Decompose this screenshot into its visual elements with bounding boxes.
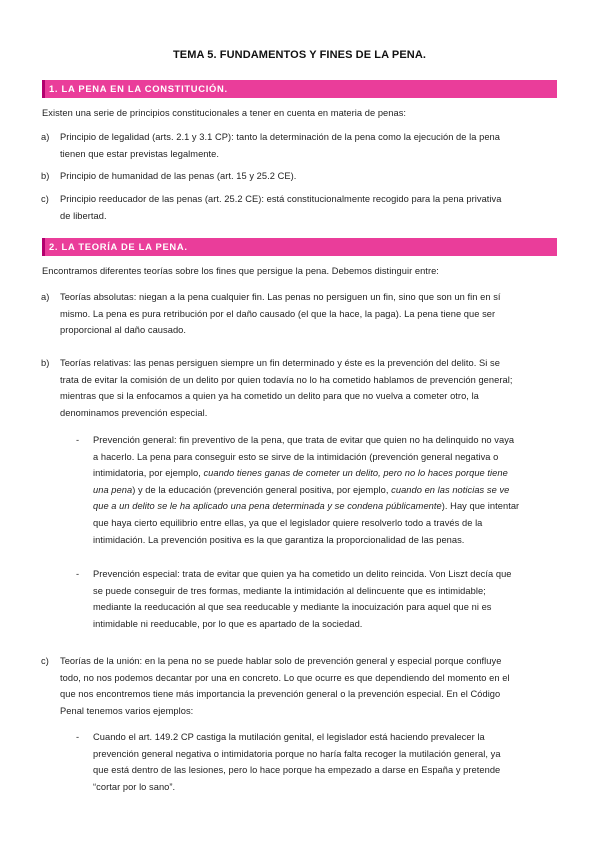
text-line: que está dentro de las lesiones, pero lo hace porque ha empezado a darse en España y pretende: [93, 765, 501, 776]
text-line: tienen que estar previstas legalmente.: [60, 148, 220, 159]
text-line: Prevención especial: trata de evitar que quien ya ha cometido un delito reincida. Von Liszt decía que: [93, 569, 512, 579]
text-line: denominamos prevención especial.: [60, 407, 208, 418]
text-line: que haya cierto equilibrio entre ellas, ya que el legislador quiere resolverlo todo a través de la: [93, 517, 483, 528]
text-line: que nos encontremos tiene más importancia la prevención general o la prevención especial. En el Código: [60, 689, 501, 700]
list-marker: c): [41, 656, 49, 666]
list-item: [41, 168, 557, 185]
list-marker: -: [76, 732, 80, 742]
document-title: TEMA 5. FUNDAMENTOS Y FINES DE LA PENA.: [172, 49, 427, 61]
sub-list-item: [76, 729, 556, 795]
text-line: Principio de legalidad (arts. 2.1 y 3.1 CP): tanto la determinación de la pena como la ejecución de la pena: [60, 132, 500, 142]
text-run: intimidatoria, por ejemplo,: [93, 468, 204, 479]
text-line: “cortar por lo sano”.: [93, 781, 176, 792]
text-line: Cuando el art. 149.2 CP castiga la mutilación genital, el legislador está haciendo prevalecer la: [93, 732, 485, 742]
text-line: se puede conseguir de tres formas, mediante la intimidación al delincuente que es intimidable;: [93, 585, 486, 596]
text-run: ) y de la educación (prevención general positiva, por ejemplo,: [132, 484, 392, 495]
sub-list-item-general: [76, 432, 556, 548]
sub-list-item-especial: [76, 566, 556, 632]
list-item: [41, 129, 557, 162]
text-line: de libertad.: [60, 210, 107, 221]
text-line: Teorías de la unión: en la pena no se puede hablar solo de prevención general y especial porque confluye: [60, 656, 502, 666]
text-line: proporcional al daño causado.: [60, 325, 187, 336]
list-marker: -: [76, 569, 80, 579]
list-item: [41, 653, 557, 719]
list-marker: a): [41, 292, 50, 302]
text-line: prevención general negativa o intimidatoria porque no haría falta recoger la mutilación general, ya: [93, 748, 501, 759]
text-line: intimidable ni reeducable, por lo que es apartado de la sociedad.: [93, 618, 363, 629]
list-marker: b): [41, 171, 50, 181]
list-marker: b): [41, 358, 50, 368]
text-line: Principio reeducador de las penas (art. 25.2 CE): está constitucionalmente recogido para la pena privativa: [60, 194, 502, 204]
section-1-heading: 1. LA PENA EN LA CONSTITUCIÓN.: [42, 80, 557, 98]
section-2-intro: Encontramos diferentes teorías sobre los fines que persigue la pena. Debemos distinguir entre:: [42, 266, 439, 276]
text-line: Prevención general: fin preventivo de la pena, que trata de evitar que quien no ha delinquido no vaya: [93, 435, 515, 445]
list-item: [41, 191, 557, 224]
text-line: Teorías absolutas: niegan a la pena cualquier fin. Las penas no persiguen un fin, sino que son un fin en sí: [60, 292, 501, 302]
list-item: [41, 355, 557, 421]
list-marker: -: [76, 435, 80, 445]
text-line: todo, no nos podemos decantar por una en concreto. Lo que ocurre es que dependiendo del momento en el: [60, 672, 510, 683]
list-item: [41, 289, 557, 339]
text-line: Teorías relativas: las penas persiguen siempre un fin determinado y éste es la prevención del delito. Si se: [60, 358, 500, 368]
italic-text: una pena: [93, 484, 133, 495]
text-line: mientras que si la enfocamos a quien ya ha cometido un delito para que no vuelva a cometer otro, la: [60, 391, 479, 402]
list-marker: a): [41, 132, 50, 142]
text-line: a hacerlo. La pena para conseguir esto se sirve de la intimidación (prevención general negativa o: [93, 451, 499, 462]
italic-text: que a un delito se le ha aplicado una pena determinada y se condena públicamente: [93, 501, 442, 512]
text-line: intimidación. La prevención positiva es la que garantiza la proporcionalidad de las penas.: [93, 534, 465, 545]
section-1-intro: Existen una serie de principios constitucionales a tener en cuenta en materia de penas:: [42, 108, 407, 118]
text-line: mismo. La pena es pura retribución por el daño causado (el que la hace, la paga). La pena tiene que ser: [60, 308, 496, 319]
text-line: trata de evitar la comisión de un delito por quien todavía no lo ha cometido hablamos de prevención general;: [60, 374, 513, 385]
text-line: Penal tenemos varios ejemplos:: [60, 705, 194, 716]
text-line: mediante la reeducación al que sea reeducable y mediante la inocuización para aquel que ni es: [93, 602, 492, 613]
text-run: ). Hay que intentar: [441, 501, 520, 512]
text-line: [93, 465, 556, 482]
section-2-heading: 2. LA TEORÍA DE LA PENA.: [42, 238, 557, 256]
italic-text: cuando tienes ganas de cometer un delito, pero no lo haces porque tiene: [203, 468, 508, 479]
list-marker: c): [41, 194, 49, 204]
italic-text: cuando en las noticias se ve: [391, 484, 510, 495]
text-line: [93, 482, 556, 499]
text-line: Principio de humanidad de las penas (art. 15 y 25.2 CE).: [60, 171, 297, 181]
text-line: [93, 498, 556, 515]
